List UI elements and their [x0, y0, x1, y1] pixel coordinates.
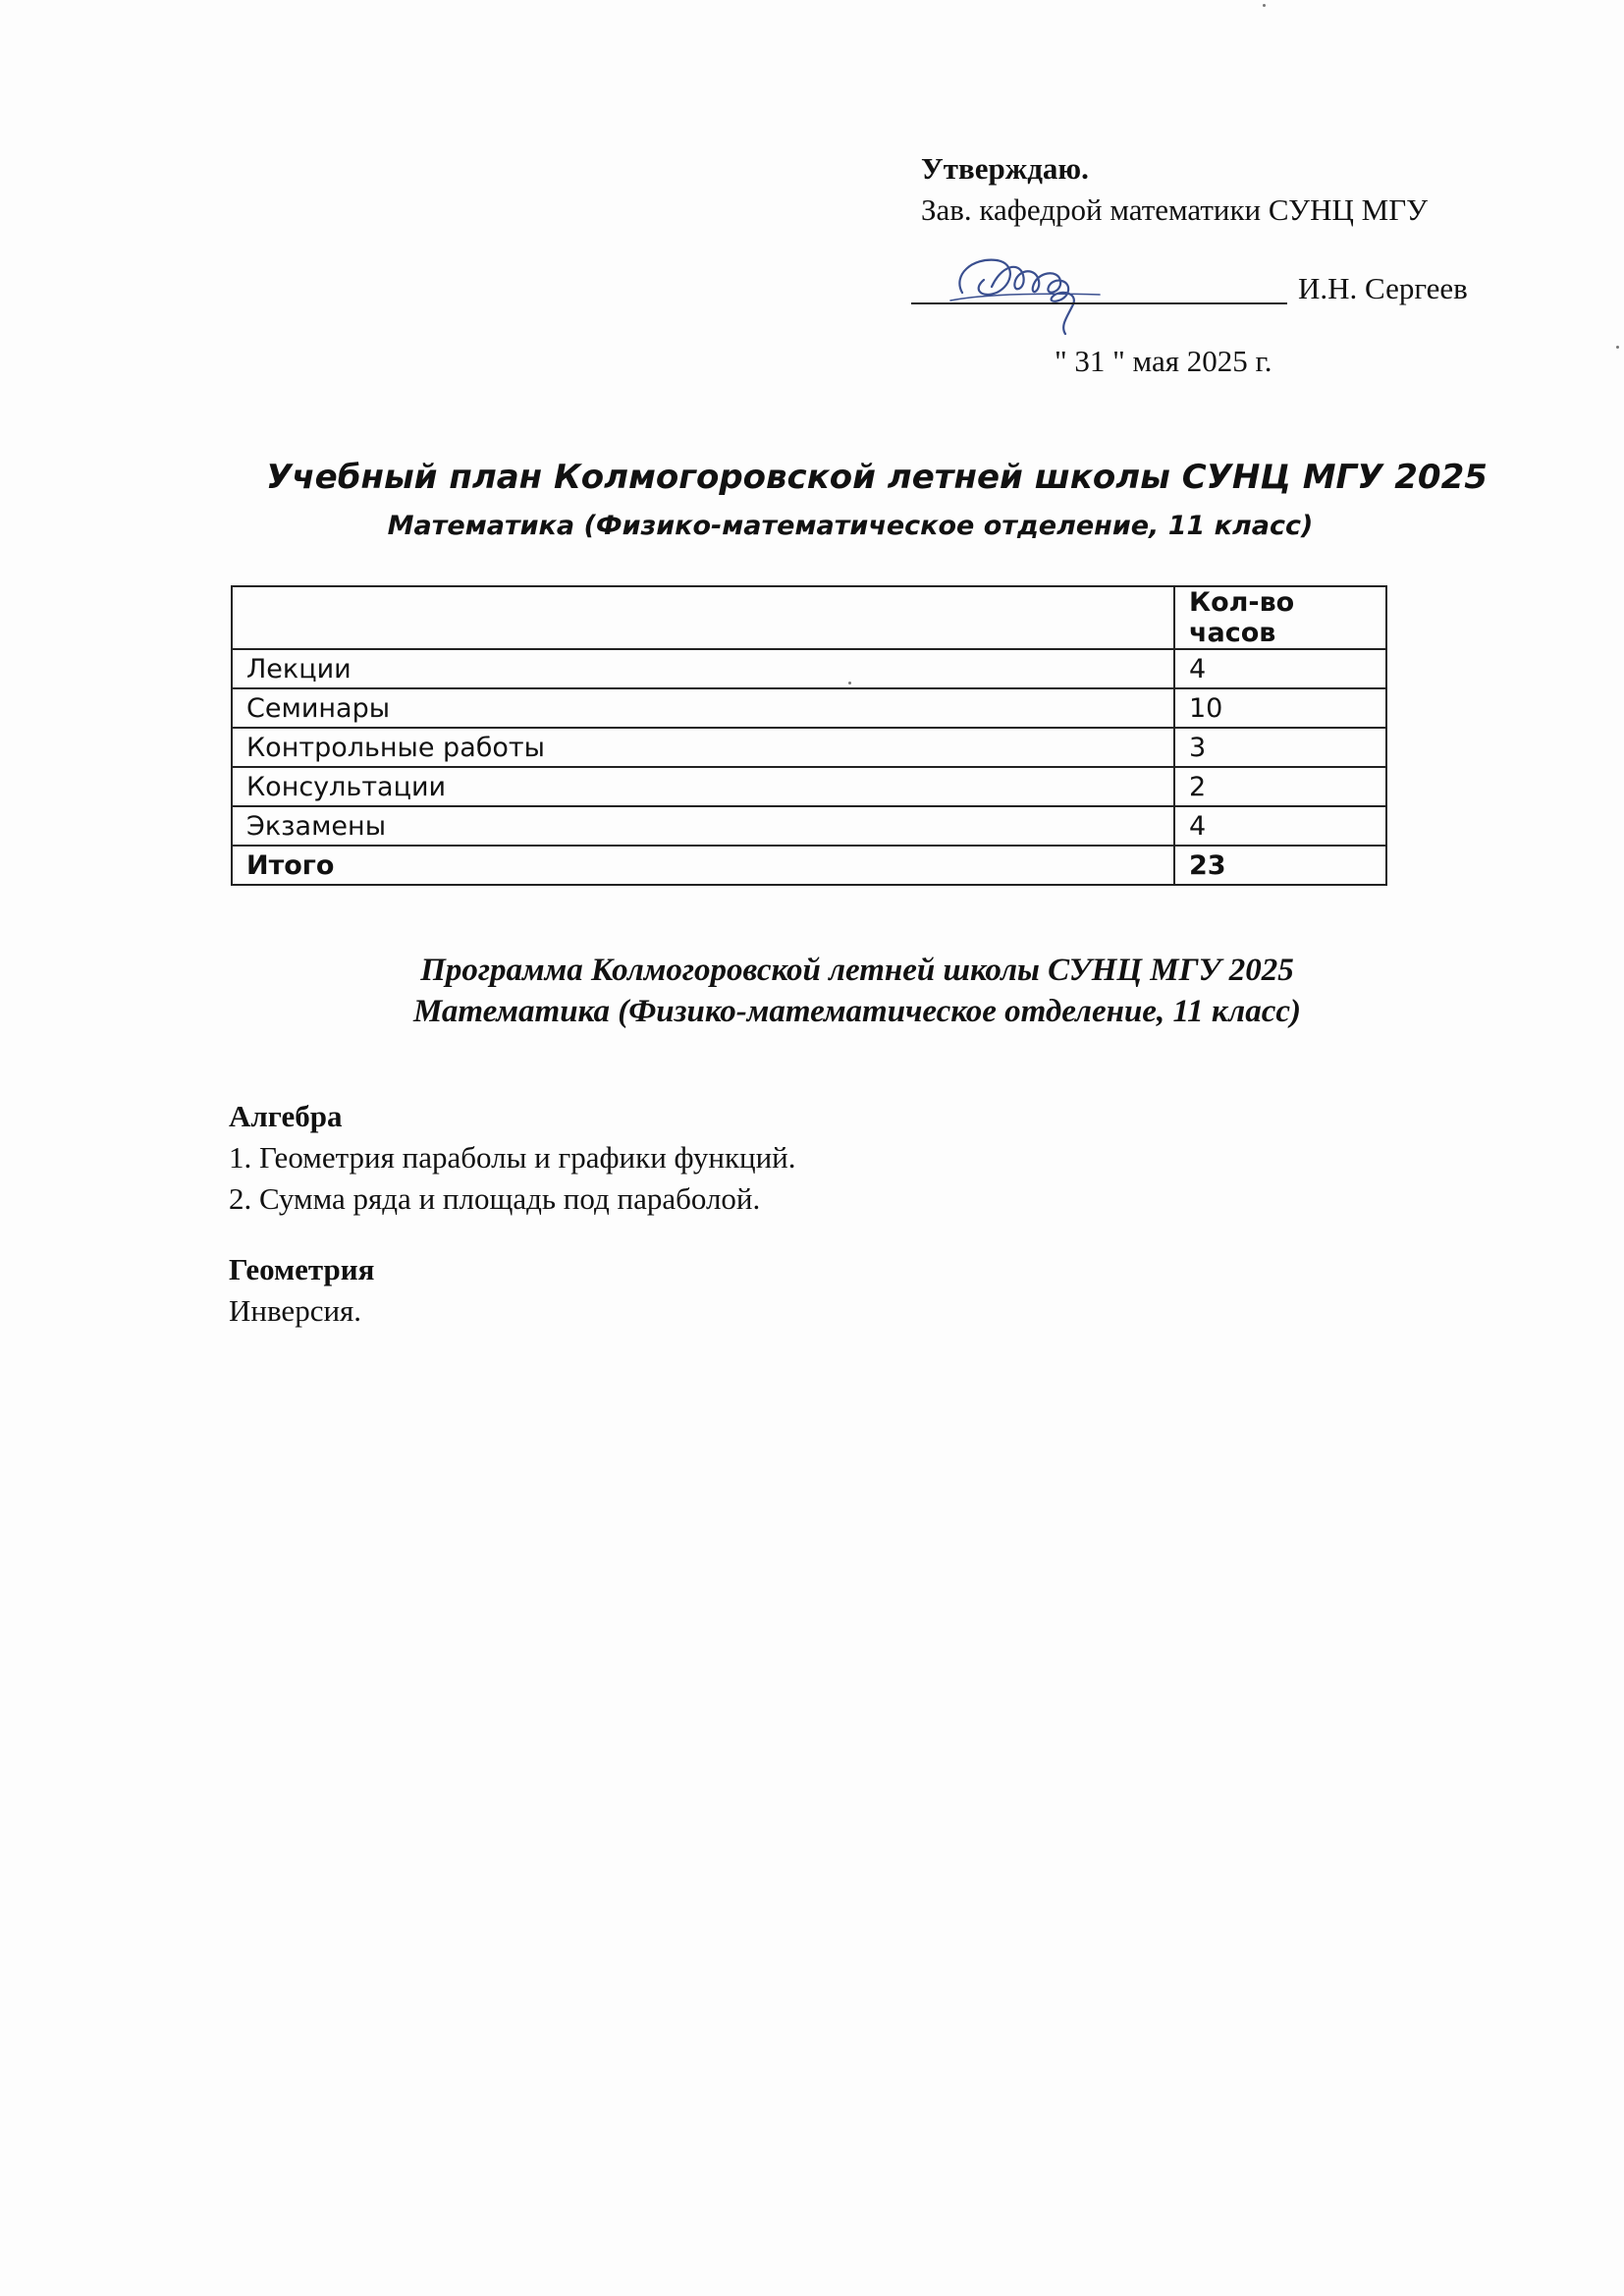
list-item: Инверсия. — [229, 1293, 362, 1328]
activity-cell: Консультации — [232, 767, 1174, 806]
table-row — [232, 767, 1386, 806]
scan-speck — [1616, 346, 1619, 349]
approval-title: Утверждаю. — [921, 151, 1089, 186]
activity-cell: Семинары — [232, 688, 1174, 728]
hours-cell: 4 — [1174, 806, 1386, 846]
table-header-row — [232, 586, 1386, 649]
approval-date: " 31 " мая 2025 г. — [1055, 344, 1272, 378]
list-item: 1. Геометрия параболы и графики функций. — [229, 1140, 796, 1175]
signer-name: И.Н. Сергеев — [1298, 271, 1468, 305]
table-header-cell — [232, 586, 1174, 649]
section-heading: Геометрия — [229, 1252, 375, 1286]
scan-speck — [848, 682, 851, 684]
section-geometry — [229, 1249, 374, 1332]
section-algebra — [229, 1096, 796, 1220]
program-title: Программа Колмогоровской летней школы СУНЦ МГУ 2025 — [420, 953, 1294, 988]
plan-subtitle: Математика (Физико-математическое отделение, 11 класс) — [387, 511, 1314, 541]
activity-cell: Экзамены — [232, 806, 1174, 846]
table-row — [232, 649, 1386, 688]
table-row — [232, 728, 1386, 767]
hours-cell: 10 — [1174, 688, 1386, 728]
total-label-cell: Итого — [232, 846, 1174, 885]
total-hours-cell: 23 — [1174, 846, 1386, 885]
list-item: 2. Сумма ряда и площадь под параболой. — [229, 1181, 761, 1216]
scan-speck — [1263, 4, 1266, 7]
table-total-row — [232, 846, 1386, 885]
signature-line — [911, 302, 1287, 304]
hours-cell: 4 — [1174, 649, 1386, 688]
table-header-cell: Кол-во часов — [1174, 586, 1386, 649]
handwritten-signature-icon — [943, 236, 1110, 339]
activity-cell: Контрольные работы — [232, 728, 1174, 767]
hours-cell: 2 — [1174, 767, 1386, 806]
plan-title: Учебный план Колмогоровской летней школы СУНЦ МГУ 2025 — [266, 458, 1488, 497]
table-row — [232, 806, 1386, 846]
activity-cell: Лекции — [232, 649, 1174, 688]
approval-role: Зав. кафедрой математики СУНЦ МГУ — [921, 192, 1429, 227]
hours-table — [231, 585, 1387, 886]
section-heading: Алгебра — [229, 1099, 343, 1133]
table-row — [232, 688, 1386, 728]
program-subtitle: Математика (Физико-математическое отделение, 11 класс) — [412, 994, 1301, 1029]
hours-cell: 3 — [1174, 728, 1386, 767]
